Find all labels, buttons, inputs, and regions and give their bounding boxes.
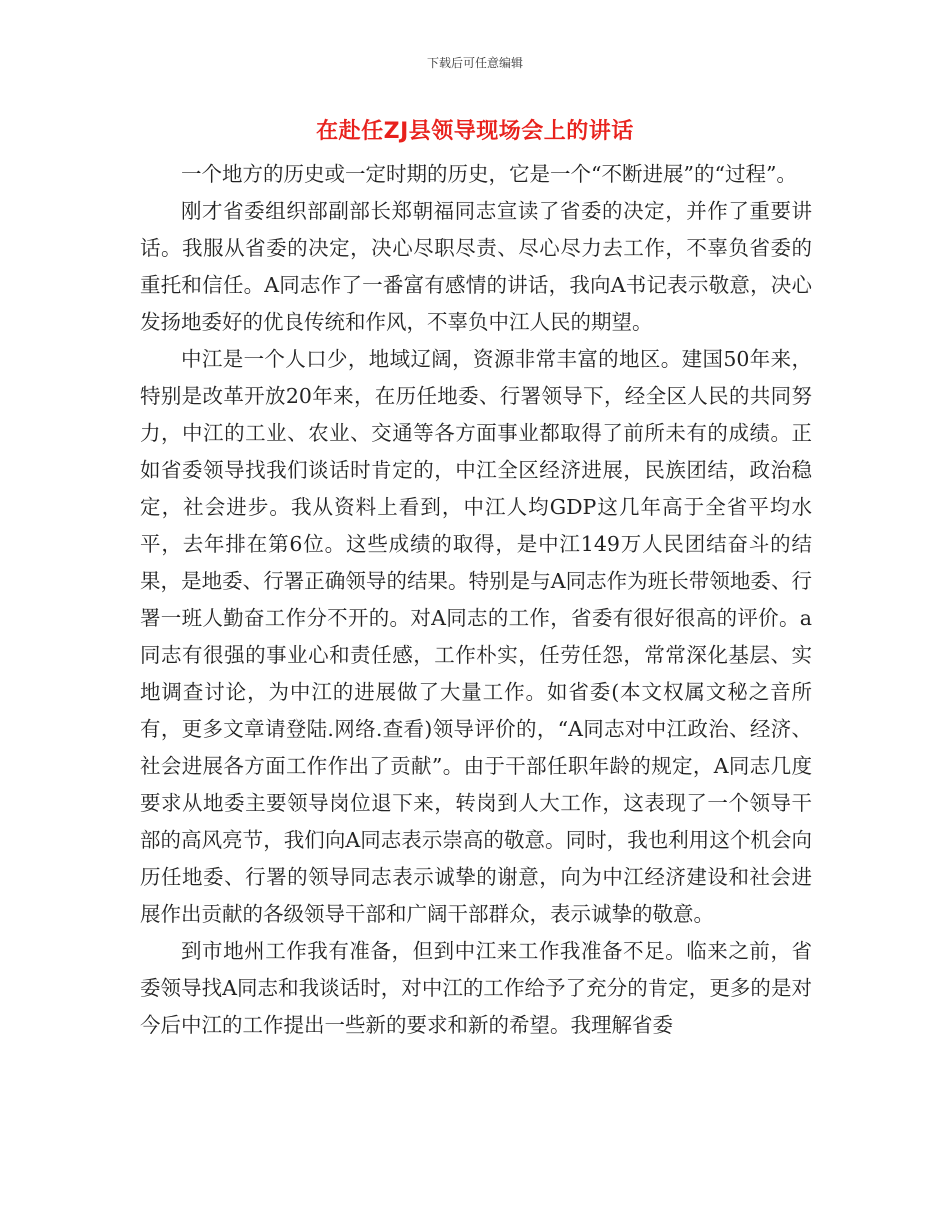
paragraph-1: 一个地方的历史或一定时期的历史，它是一个“不断进展”的“过程”。	[181, 162, 797, 186]
paragraph-3: 中江是一个人口少，地域辽阔，资源非常丰富的地区。建国50年来，特别是改革开放20年来，在历任地委、行署领导下，经全区人民的共同努力，中江的工业、农业、交通等各方面事业都取得了前所未有的成绩。正如省委领导找我们谈话时肯定的，中江全区经济进展，民族团结，政治稳定，社会进步。我从资料上看到，中江人均GDP这几年高于全省平均水平，去年排在第6位。这些成绩的取得，是中江149万人民团结奋斗的结果，是地委、行署正确领导的结果。特别是与A同志作为班长带领地委、行署一班人勤奋工作分不开的。对A同志的工作，省委有很好很高的评价。a同志有很强的事业心和责任感，工作朴实，任劳任怨，常常深化基层、实地调查讨论，为中江的进展做了大量工作。如省委(本文权属文秘之音所有，更多文章请登陆.网络.查看)领导评价的，“A同志对中江政治、经济、社会进展各方面工作作出了贡献”。由于干部任职年龄的规定，A同志几度要求从地委主要领导岗位退下来，转岗到人大工作，这表现了一个领导干部的高风亮节，我们向A同志表示崇高的敬意。同时，我也利用这个机会向历任地委、行署的领导同志表示诚挚的谢意，向为中江经济建设和社会进展作出贡献的各级领导干部和广阔干部群众，表示诚挚的敬意。	[140, 347, 812, 926]
document-body	[140, 156, 812, 1044]
page-header-note: 下载后可任意编辑	[426, 56, 523, 70]
paragraph-2: 刚才省委组织部副部长郑朝福同志宣读了省委的决定，并作了重要讲话。我服从省委的决定，决心尽职尽责、尽心尽力去工作，不辜负省委的重托和信任。A同志作了一番富有感情的讲话，我向A书记表示敬意，决心发扬地委好的优良传统和作风，不辜负中江人民的期望。	[140, 199, 812, 334]
document-title: 在赴任ZJ县领导现场会上的讲话	[316, 119, 634, 144]
paragraph-4: 到市地州工作我有准备，但到中江来工作我准备不足。临来之前，省委领导找A同志和我谈话时，对中江的工作给予了充分的肯定，更多的是对今后中江的工作提出一些新的要求和新的希望。我理解省委	[140, 939, 812, 1037]
